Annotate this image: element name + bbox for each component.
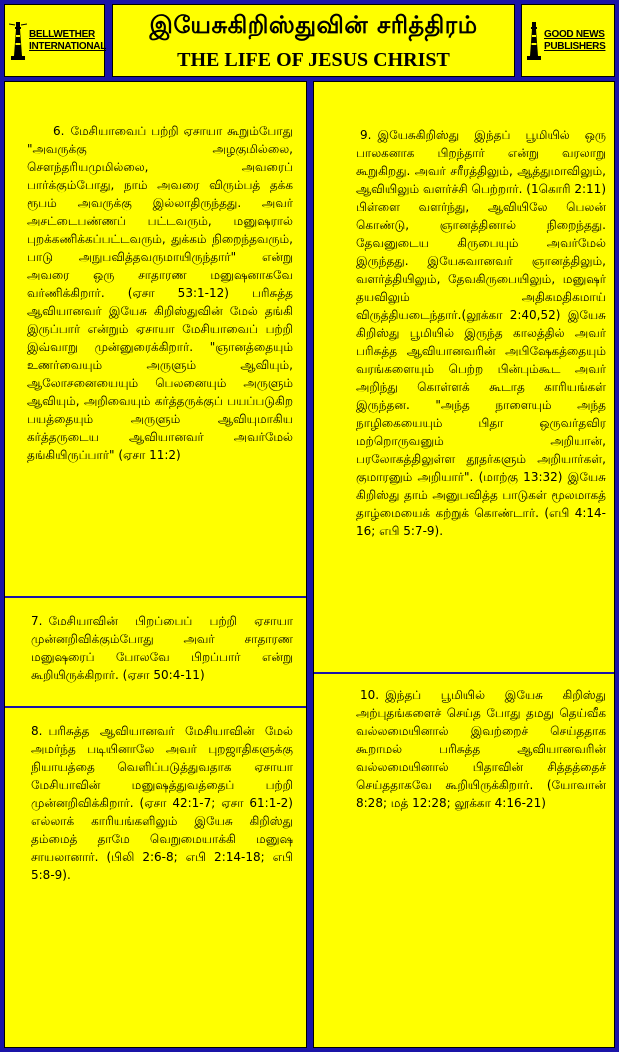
paragraph-text: பரிசுத்த ஆவியானவர் மேசியாவின் மேல் அமர்ந்த படியினாலே அவர் புறஜாதிகளுக்கு நியாயத்தை வெளிப்படுத்துவதாக ஏசாயா மேசியாவின் மனுஷத்துவத்தைப் பற்றி முன்னறிவிக்கிறார். (ஏசா 42:1-7; ஏசா 61:1-2) எல்லாக் காரியங்களிலும் இயேசு கிறிஸ்து தம்மைத் தாமே வெறுமையாக்கி மனுஷ சாயலானார். (பிலி 2:6-8; எபி 2:14-18; எபி 5:8-9). bbox=[31, 724, 293, 882]
left-logo-line2: INTERNATIONAL bbox=[29, 40, 107, 52]
paragraph-number: 10. bbox=[360, 688, 380, 702]
paragraph-number: 7. bbox=[31, 614, 43, 628]
paragraph-9 bbox=[356, 126, 606, 540]
paragraph-text: இந்தப் பூமியில் இயேசு கிறிஸ்து அற்புதங்களைச் செய்த போது தமது தெய்வீக வல்லமையினால் இவற்றைச் செய்ததாக கூறாமல் பரிசுத்த ஆவியானவரின் வல்லமையினால் பிதாவின் சித்தத்தைச் செய்ததாகவே கூறியிருக்கிறார். (யோவான் 8:28; மத் 12:28; லூக்கா 4:16-21) bbox=[356, 688, 606, 810]
paragraph-text: இயேசுகிறிஸ்து இந்தப் பூமியில் ஒரு பாலகனாக பிறந்தார் என்று வரலாறு கூறுகிறது. அவர் சரீரத்திலும், ஆத்துமாவிலும், ஆவியிலும் வளர்ச்சி பெற்றார். (1கொரி 2:11) பிள்ளை வளர்ந்து, ஆவியிலே பெலன் கொண்டு, ஞானத்தினால் நிறைந்தது. தேவனுடைய கிருபையும் அவர்மேல் இருந்தது. இயேசுவானவர் ஞானத்திலும், வளர்த்தியிலும், தேவகிருபையிலும், மனுஷர் தயவிலும் அதிகமதிகமாய் விருத்தியடைந்தார்.(லூக்கா 2:40,52) இயேசு கிறிஸ்து பூமியில் இருந்த காலத்தில் அவர் பரிசுத்த ஆவியானவரின் அபிஷேகத்தையும் வரங்களையும் பெற்ற பின்பும்கூட அவர் அறிந்து கொள்ளக் கூடாத காரியங்கள் இருந்தன. "அந்த நாளையும் அந்த நாழிகையையும் பிதா ஒருவர்தவிர மற்றொருவனும் அறியான், பரலோகத்திலுள்ள தூதர்களும் அறியார்கள், குமாரனும் அறியார்". (மாற்கு 13:32) இயேசு கிறிஸ்து தாம் அனுபவித்த பாடுகள் மூலமாகத் தாழ்மையைக் கற்றுக் கொண்டார். (எபி 4:14-16; எபி 5:7-9). bbox=[356, 128, 606, 538]
right-logo-line2: PUBLISHERS bbox=[544, 40, 606, 52]
good-news-logo bbox=[521, 4, 615, 77]
paragraph-10 bbox=[356, 686, 606, 812]
right-logo-line1: GOOD NEWS bbox=[544, 28, 605, 40]
divider bbox=[5, 706, 306, 708]
bellwether-logo bbox=[4, 4, 105, 77]
lighthouse-icon bbox=[9, 18, 27, 64]
paragraph-8 bbox=[31, 722, 293, 884]
title-tamil: இயேசுகிறிஸ்துவின் சரித்திரம் bbox=[149, 11, 478, 39]
paragraph-text: மேசியாவின் பிறப்பைப் பற்றி ஏசாயா முன்னறிவிக்கும்போது அவர் சாதாரண மனுஷரைப் போலவே பிறப்பார் என்று கூறியிருக்கிறார். (ஏசா 50:4-11) bbox=[31, 614, 293, 682]
paragraph-6 bbox=[27, 122, 293, 464]
lighthouse-icon bbox=[526, 18, 542, 64]
paragraph-number: 9. bbox=[360, 128, 372, 142]
divider bbox=[5, 596, 306, 598]
right-column bbox=[313, 81, 615, 1048]
left-logo-line1: BELLWETHER bbox=[29, 28, 95, 40]
paragraph-number: 8. bbox=[31, 724, 43, 738]
title-banner bbox=[112, 4, 515, 77]
paragraph-7 bbox=[31, 612, 293, 684]
left-column bbox=[4, 81, 307, 1048]
paragraph-text: மேசியாவைப் பற்றி ஏசாயா கூறும்போது "அவருக்கு அழகுமில்லை, சௌந்தரியமுமில்லை, அவரைப் பார்க்கும்போது, நாம் அவரை விரும்பத் தக்க ரூபம் அவருக்கு இல்லாதிருந்தது. அவர் அசட்டைபண்ணப் பட்டவரும், மனுஷரால் புறக்கணிக்கப்பட்டவரும், துக்கம் நிறைந்தவரும், பாடு அநுபவித்தவருமாயிருந்தார்" என்று அவரை ஒரு சாதாரண மனுஷனாகவே வர்ணிக்கிறார். (ஏசா 53:1-12) பரிசுத்த ஆவியானவர் இயேசு கிறிஸ்துவின் மேல் தங்கி இருப்பார் என்றும் ஏசாயா மேசியாவைப் பற்றி இவ்வாறு முன்னுரைக்கிறார். "ஞானத்தையும் உணர்வையும் அருளும் ஆவியும், ஆலோசனையையும் பெலனையும் அருளும் ஆவியும், அறிவையும் கர்த்தருக்குப் பயப்படுகிற பயத்தையும் அருளும் ஆவியுமாகிய கர்த்தருடைய ஆவியானவர் அவர்மேல் தங்கியிருப்பார்" (ஏசா 11:2) bbox=[27, 124, 293, 462]
paragraph-number: 6. bbox=[53, 124, 65, 138]
title-english: THE LIFE OF JESUS CHRIST bbox=[177, 49, 450, 71]
divider bbox=[314, 672, 614, 674]
